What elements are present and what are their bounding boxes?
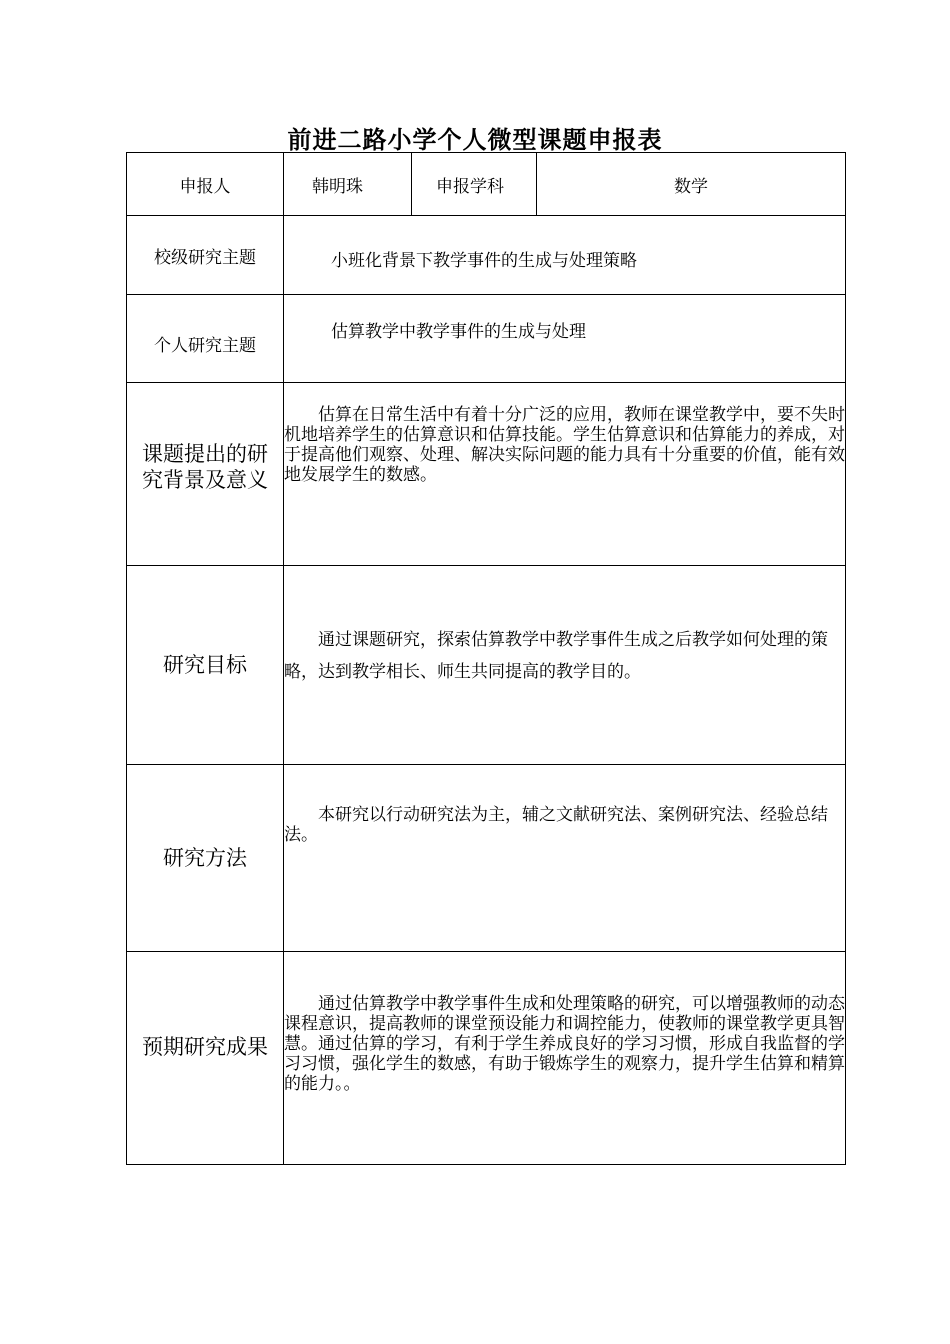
- outcome-row: [127, 952, 846, 1165]
- applicant-name: 韩明珠: [284, 153, 412, 216]
- form-title: 前进二路小学个人微型课题申报表: [287, 125, 663, 154]
- background-label: 课题提出的研究背景及意义: [127, 383, 284, 566]
- school-topic-value: 小班化背景下教学事件的生成与处理策略: [284, 216, 846, 295]
- method-label: 研究方法: [127, 765, 284, 952]
- outcome-text: 通过估算教学中教学事件生成和处理策略的研究，可以增强教师的动态课程意识，提高教师的课堂预设能力和调控能力，使教师的课堂教学更具智慧。通过估算的学习，有利于学生养成良好的学习习惯，形成自我监督的学习习惯，强化学生的数感，有助于锻炼学生的观察力，提升学生估算和精算的能力。。: [284, 952, 846, 1165]
- subject-label: 申报学科: [412, 153, 537, 216]
- method-row: [127, 765, 846, 952]
- background-text: 估算在日常生活中有着十分广泛的应用，教师在课堂教学中，要不失时机地培养学生的估算意识和估算技能。学生估算意识和估算能力的养成，对于提高他们观察、处理、解决实际问题的能力具有十分重要的价值，能有效地发展学生的数感。: [284, 383, 846, 566]
- application-table: [126, 152, 846, 1165]
- applicant-row: [127, 153, 846, 216]
- personal-topic-value: 估算教学中教学事件的生成与处理: [284, 295, 846, 383]
- goal-row: [127, 566, 846, 765]
- applicant-label: 申报人: [127, 153, 284, 216]
- subject-value: 数学: [537, 153, 846, 216]
- personal-topic-row: [127, 295, 846, 383]
- school-topic-label: 校级研究主题: [127, 216, 284, 295]
- outcome-label: 预期研究成果: [127, 952, 284, 1165]
- school-topic-row: [127, 216, 846, 295]
- method-text: 本研究以行动研究法为主，辅之文献研究法、案例研究法、经验总结法。: [284, 765, 846, 952]
- goal-text: 通过课题研究，探索估算教学中教学事件生成之后教学如何处理的策略，达到教学相长、师生共同提高的教学目的。: [284, 566, 846, 765]
- background-row: [127, 383, 846, 566]
- goal-label: 研究目标: [127, 566, 284, 765]
- personal-topic-label: 个人研究主题: [127, 295, 284, 383]
